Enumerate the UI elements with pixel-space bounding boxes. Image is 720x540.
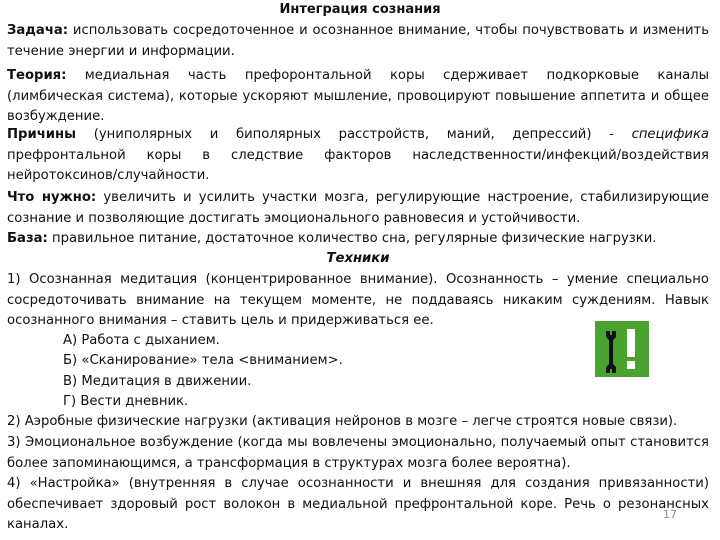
wrench-exclamation-icon (595, 321, 649, 377)
subitem-a: А) Работа с дыханием. (63, 333, 220, 348)
task-paragraph (7, 21, 709, 62)
base-text: правильное питание, достаточное количество сна, регулярные физические нагрузки. (47, 231, 657, 246)
technique-1: 1) Осознанная медитация (концентрированное внимание). Осознанность – умение специально сосредоточивать внимание на текущем моменте, не поддаваясь никаким суждениям. Навык осознанного внимания – ставить цель и придерживаться ее. (7, 272, 709, 328)
task-label: Задача: (7, 23, 69, 38)
causes-label: Причины (7, 127, 77, 142)
causes-text: (униполярных и биполярных расстройств, маний, депрессий) - (76, 127, 632, 142)
causes-text-2: префронтальной коры в следствие факторов наследственности/инфекций/воздействия нейротоксинов/случайности. (7, 147, 709, 183)
need-paragraph (7, 188, 709, 229)
subitem-d: Г) Вести дневник. (63, 394, 189, 409)
technique-3: 3) Эмоциональное возбуждение (когда мы вовлечены эмоционально, получаемый опыт становится более запоминающимся, а трансформация в структурах мозга более вероятна). (7, 435, 709, 471)
causes-paragraph (7, 125, 709, 187)
base-paragraph (7, 229, 709, 250)
need-text: увеличить и усилить участки мозга, регулирующие настроение, стабилизирующие сознание и позволяющие достигать эмоционального равновесия и устойчивости. (7, 190, 709, 226)
page-number: 17 (663, 508, 677, 521)
technique-4: 4) «Настройка» (внутренняя в случае осознанности и внешняя для создания привязанности) обеспечивает здоровый рост волокон в медиальной префронтальной коре. Речь о резонансных каналах. (7, 476, 709, 532)
wrench-exclamation-graphic (600, 325, 644, 373)
causes-italic: специфика (631, 127, 709, 142)
subitem-b: Б) «Сканирование» тела <вниманием>. (63, 353, 343, 368)
need-label: Что нужно: (7, 190, 97, 205)
theory-text: медиальная часть префоронтальной коры сдерживает подкорковые каналы (лимбическая система), которые ускоряют мышление, провоцируют повышение аппетита и общее возбуждение. (7, 68, 709, 124)
theory-paragraph (7, 66, 709, 128)
techniques-heading: Техники (326, 251, 390, 266)
subitem-c: В) Медитация в движении. (63, 374, 252, 389)
technique-2: 2) Аэробные физические нагрузки (активация нейронов в мозге – легче строятся новые связи). (7, 414, 678, 429)
slide-title: Интеграция сознания (279, 2, 441, 17)
task-text: использовать сосредоточенное и осознанное внимание, чтобы почувствовать и изменить течение энергии и информации. (7, 23, 709, 59)
theory-label: Теория: (7, 68, 67, 83)
base-label: База: (7, 231, 48, 246)
